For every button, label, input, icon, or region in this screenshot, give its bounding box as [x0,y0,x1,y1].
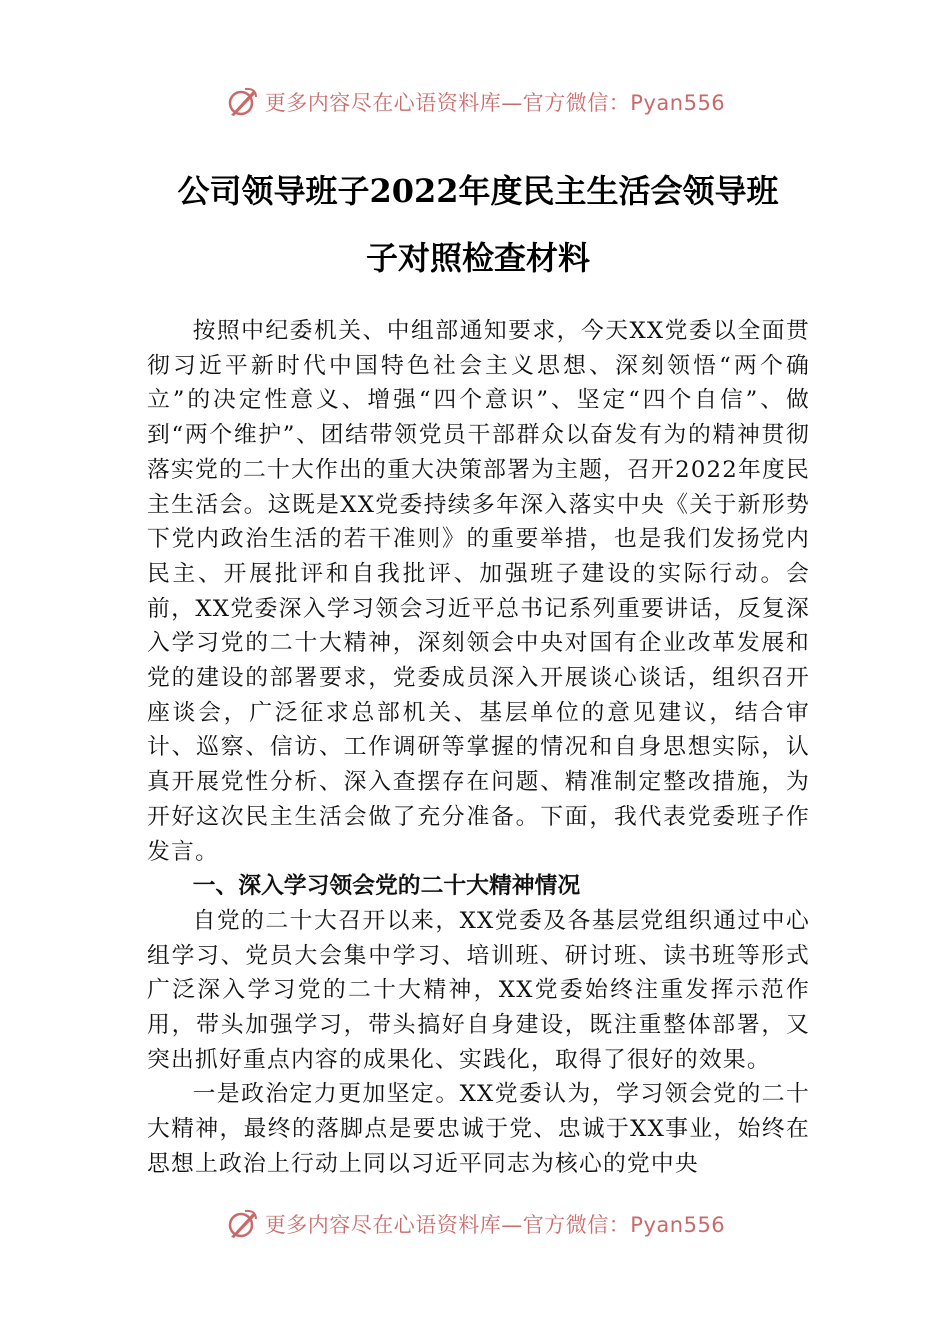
document-title-line-2: 子对照检查材料 [365,239,590,277]
watermark-banner-bottom [0,1204,950,1244]
intro-paragraph: 按照中纪委机关、中组部通知要求，今天XX党委以全面贯彻习近平新时代中国特色社会主义思想、深刻领悟“两个确立”的决定性意义、增强“四个意识”、坚定“四个自信”、做到“两个维护”、团结带领党员干部群众以奋发有为的精神贯彻落实党的二十大作出的重大决策部署为主题，召开2022年度民主生活会。这既是XX党委持续多年深入落实中央《关于新形势下党内政治生活的若干准则》的重要举措，也是我们发扬党内民主、开展批评和自我批评、加强班子建设的实际行动。会前，XX党委深入学习领会习近平总书记系列重要讲话，反复深入学习党的二十大精神，深刻领会中央对国有企业改革发展和党的建设的部署要求，党委成员深入开展谈心谈话，组织召开座谈会，广泛征求总部机关、基层单位的意见建议，结合审计、巡察、信访、工作调研等掌握的情况和自身思想实际，认真开展党性分析、深入查摆存在问题、精准制定整改措施，为开好这次民主生活会做了充分准备。下面，我代表党委班子作发言。 [147,318,810,865]
watermark-banner-top [0,82,950,122]
watermark-text: 更多内容尽在心语资料库—官方微信：Pyan556 [264,91,726,115]
section-paragraph: 一是政治定力更加坚定。XX党委认为，学习领会党的二十大精神，最终的落脚点是要忠诚于党、忠诚于XX事业，始终在思想上政治上行动上同以习近平同志为核心的党中央 [147,1081,810,1177]
document-body [147,314,810,1216]
quill-icon [225,85,259,119]
document-title-line-1: 公司领导班子2022年度民主生活会领导班 [177,172,779,210]
quill-icon [225,1207,259,1241]
section-paragraph: 自党的二十大召开以来，XX党委及各基层党组织通过中心组学习、党员大会集中学习、培训班、研讨班、读书班等形式广泛深入学习党的二十大精神，XX党委始终注重发挥示范作用，带头加强学习，带头搞好自身建设，既注重整体部署，又突出抓好重点内容的成果化、实践化，取得了很好的效果。 [147,907,810,1073]
section-heading: 一、深入学习领会党的二十大精神情况 [192,873,581,900]
watermark-text: 更多内容尽在心语资料库—官方微信：Pyan556 [264,1213,726,1237]
